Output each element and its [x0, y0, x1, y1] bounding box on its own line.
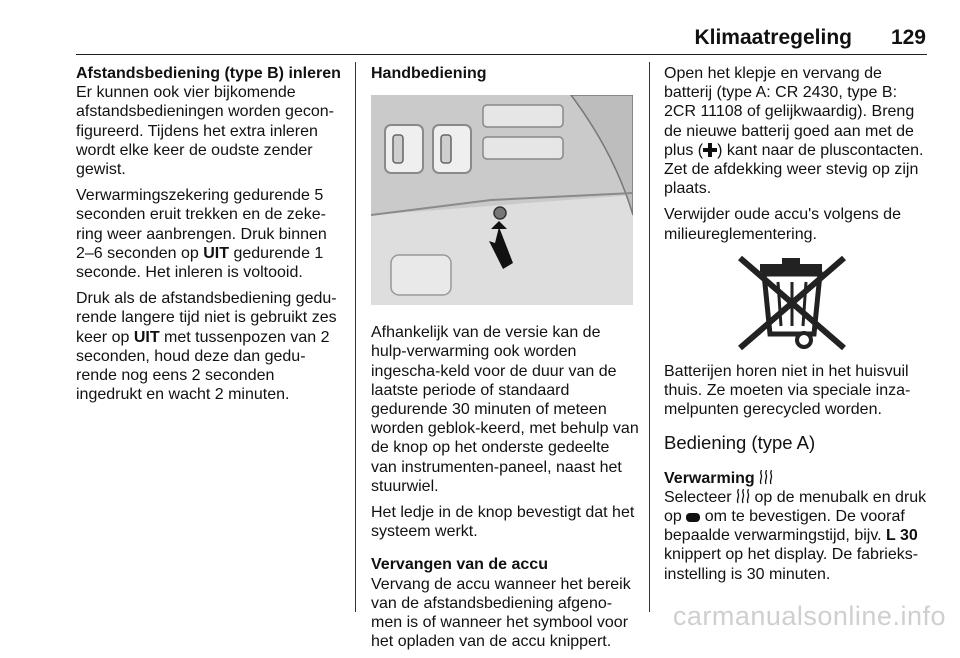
column-3 — [664, 64, 932, 591]
col2-heading: Handbediening — [371, 65, 487, 82]
col3-paragraph-1: Open het klepje en vervang de batterij (type A: CR 2430, type B: 2CR 11108 of gelijkwaardig). Breng de nieuwe batterij goed aan met de plus ( ) kant naar de pluscontacten. Zet de afdekking weer stevig op zijn plaats. — [664, 65, 924, 198]
col1-paragraph-1: Er kunnen ook vier bijkomende afstandsbedieningen worden gecon-figureerd. Tijdens het extra inleren wordt elke keer de oudste zender gewist. — [76, 84, 334, 179]
col2-subheading: Vervangen van de accu — [371, 556, 548, 574]
uit-label: UIT — [133, 328, 160, 346]
col3-paragraph-4: Selecteer op de menubalk en druk op om te bevestigen. De vooraf bepaalde verwarmingstijd, bijv. L 30 knippert op het display. De fabrieks-instelling is 30 minuten. — [664, 488, 927, 583]
heating-icon — [736, 489, 750, 504]
plus-icon — [703, 143, 717, 157]
column-2 — [371, 64, 639, 658]
display-value: L 30 — [886, 527, 918, 545]
crossed-bin-icon — [734, 254, 852, 352]
dashboard-button-photo — [371, 95, 633, 305]
column-1 — [76, 64, 344, 411]
page-number: 129 — [890, 26, 926, 49]
col3-section-heading: Bediening (type A) — [664, 432, 816, 454]
col1-paragraph-3: Druk als de afstandsbediening gedu-rende langere tijd niet is gebruikt zes keer op UIT met tussenpozen van 2 seconden, houd deze dan gedu-rende nog eens 2 seconden ingedrukt en wacht 2 minuten. — [76, 290, 337, 404]
col3-paragraph-3: Batterijen horen niet in het huisvuil thuis. Ze moeten via speciale inza-melpunten gerecycled worden. — [664, 362, 911, 419]
col1-paragraph-2: Verwarmingszekering gedurende 5 seconden eruit trekken en de zeke-ring weer aanbrengen. Druk binnen 2–6 seconden op UIT gedurende 1 seconde. Het inleren is voltooid. — [76, 187, 327, 282]
col2-paragraph-2: Het ledje in de knop bevestigt dat het systeem werkt. — [371, 504, 635, 541]
column-divider — [649, 62, 650, 612]
watermark: carmanualsonline.info — [672, 601, 946, 631]
heating-icon — [759, 470, 773, 485]
uit-label: UIT — [203, 244, 229, 262]
col3-subheading: Verwarming — [664, 469, 932, 488]
col2-paragraph-3: Vervang de accu wanneer het bereik van de afstandsbediening afgeno-men is of wanneer het symbool voor het opladen van de accu knippert. — [371, 575, 631, 651]
confirm-button-icon — [686, 511, 700, 523]
header-rule — [76, 54, 927, 55]
col2-paragraph-1: Afhankelijk van de versie kan de hulp-verwarming ook worden ingescha-keld voor de duur van de laatste periode of standaard gedurende 30 minuten of meteen worden geblok-keerd, met behulp van de knop op het onderste gedeelte van instrumenten-paneel, naast het stuurwiel. — [371, 324, 639, 495]
column-divider — [355, 62, 356, 612]
col3-paragraph-2: Verwijder oude accu's volgens de milieureglementering. — [664, 206, 901, 243]
header-title: Klimaatregeling — [694, 26, 852, 49]
col1-heading: Afstandsbediening (type B) inleren — [76, 65, 341, 82]
